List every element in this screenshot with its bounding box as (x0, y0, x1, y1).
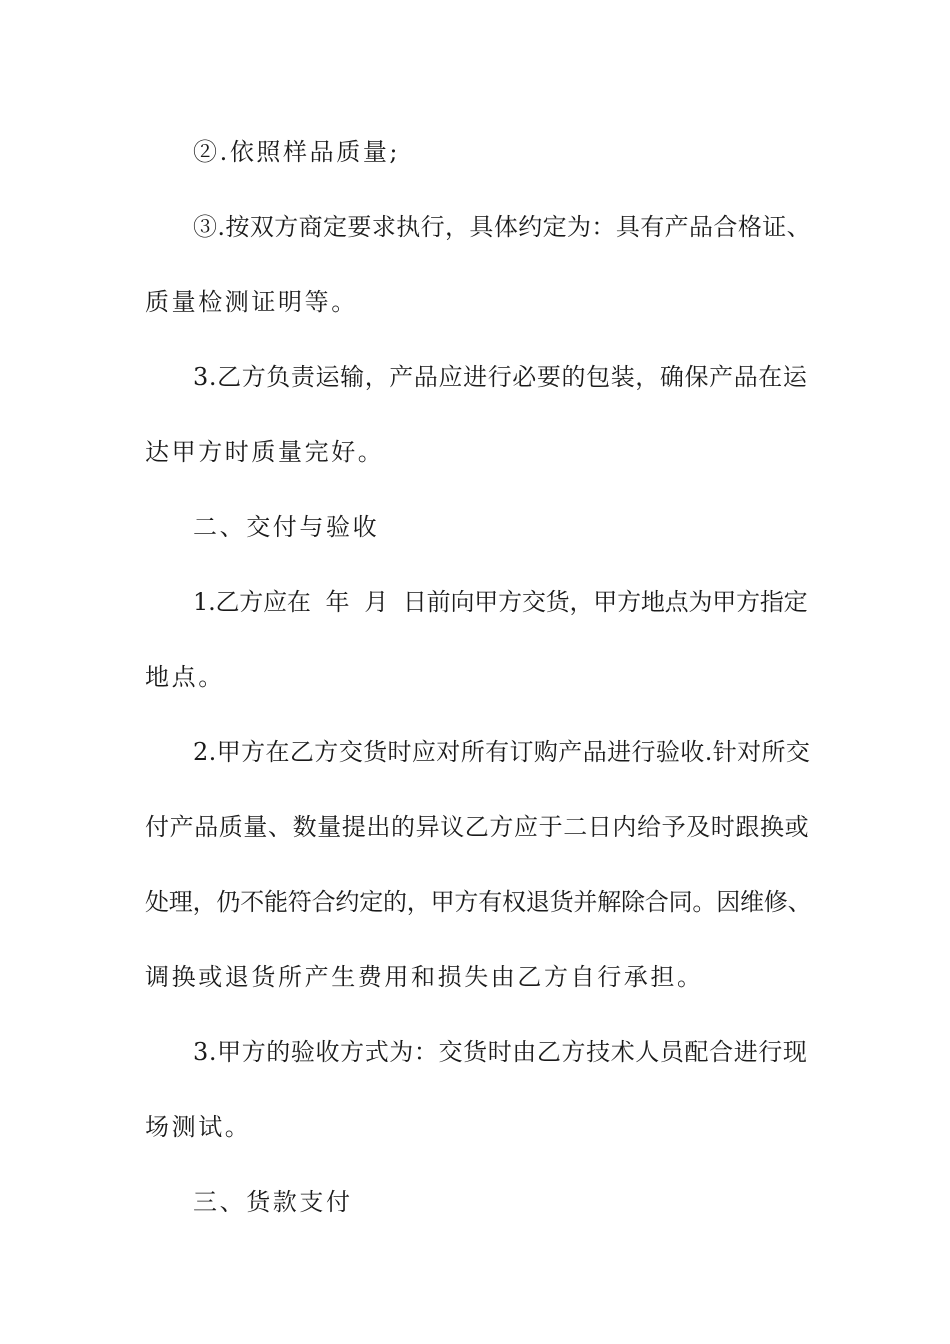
section-heading-delivery: 二、交付与验收 (193, 513, 380, 541)
delivery-clause-2: 2.甲方在乙方交货时应对所有订购产品进行验收.针对所交 (193, 738, 811, 766)
delivery-clause-3: 3.甲方的验收方式为：交货时由乙方技术人员配合进行现 (193, 1038, 808, 1066)
quality-clause-item-3-cont: 质量检测证明等。 (145, 288, 358, 316)
quality-clause-item-2: ②.依照样品质量; (193, 138, 401, 166)
delivery-clause-1: 1.乙方应在 年 月 日前向甲方交货，甲方地点为甲方指定 (193, 588, 808, 616)
delivery-clause-2-cont-1: 付产品质量、数量提出的异议乙方应于二日内给予及时跟换或 (145, 813, 810, 841)
delivery-clause-2-cont-3: 调换或退货所产生费用和损失由乙方自行承担。 (145, 963, 704, 991)
delivery-clause-3-cont: 场测试。 (145, 1113, 252, 1141)
transport-clause: 3.乙方负责运输，产品应进行必要的包装，确保产品在运 (193, 363, 808, 391)
transport-clause-cont: 达甲方时质量完好。 (145, 438, 385, 466)
section-heading-payment: 三、货款支付 (193, 1188, 353, 1216)
delivery-clause-1-cont: 地点。 (145, 663, 225, 691)
quality-clause-item-3: ③.按双方商定要求执行，具体约定为：具有产品合格证、 (193, 213, 812, 241)
delivery-clause-2-cont-2: 处理，仍不能符合约定的，甲方有权退货并解除合同。因维修、 (145, 888, 812, 916)
